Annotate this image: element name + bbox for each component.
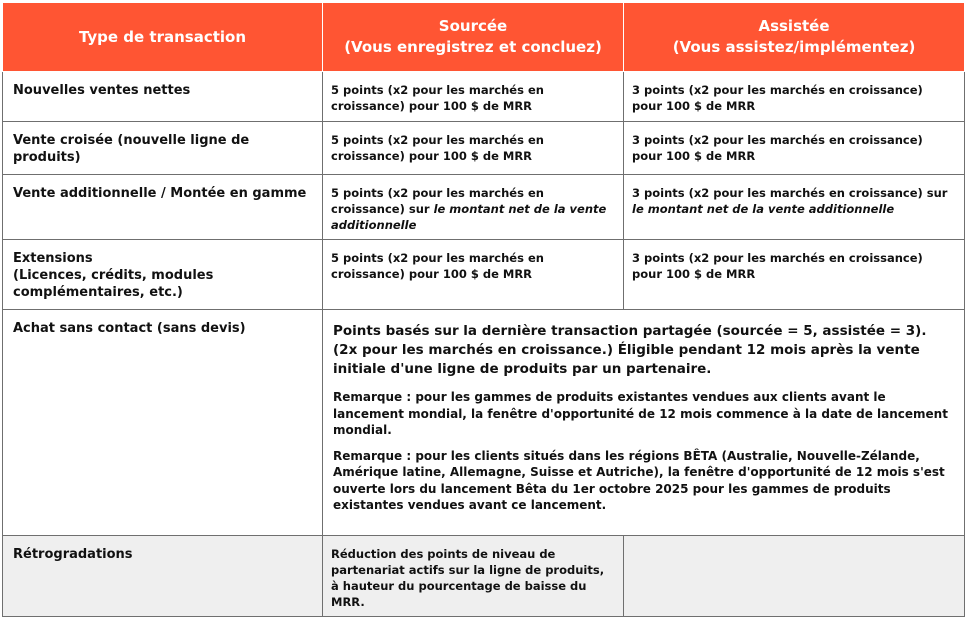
table-row xyxy=(3,310,965,536)
table-row xyxy=(3,72,965,122)
row-assisted-cell xyxy=(624,536,965,617)
sourced-italic: le montant net de la vente additionnelle xyxy=(331,202,607,232)
header-transaction-type: Type de transaction xyxy=(3,3,323,72)
row-type-cell xyxy=(3,240,323,310)
row-assisted-cell: 3 points (x2 pour les marchés en croissance) pour 100 $ de MRR xyxy=(624,122,965,175)
points-table xyxy=(2,2,965,617)
row-type-cell: Nouvelles ventes nettes xyxy=(3,72,323,122)
touchless-note-2: Remarque : pour les clients situés dans les régions BÊTA (Australie, Nouvelle-Zélande, Amérique latine, Allemagne, Suisse et Autriche), la fenêtre d'opportunité de 12 mois s'est ouverte lors du lancement Bêta du 1er octobre 2025 pour les gammes de produits existantes vendues avant ce lancement. xyxy=(333,448,945,512)
table-row xyxy=(3,175,965,240)
header-sourced-subtitle: (Vous enregistrez et concluez) xyxy=(344,38,602,56)
touchless-note-1: Remarque : pour les gammes de produits existantes vendues aux clients avant le lancement mondial, la fenêtre d'opportunité de 12 mois commence à la date de lancement mondial. xyxy=(333,390,948,437)
table-row xyxy=(3,122,965,175)
row-sourced-cell: 5 points (x2 pour les marchés en croissance) pour 100 $ de MRR xyxy=(323,240,624,310)
header-assisted xyxy=(624,3,965,72)
row-sourced-cell: 5 points (x2 pour les marchés en croissance) pour 100 $ de MRR xyxy=(323,72,624,122)
header-sourced-title: Sourcée xyxy=(438,17,508,35)
assisted-italic: le montant net de la vente additionnelle xyxy=(632,202,895,216)
header-row xyxy=(3,3,965,72)
touchless-main-text: Points basés sur la dernière transaction partagée (sourcée = 5, assistée = 3). (2x pour les marchés en croissance.) Éligible pendant 12 mois après la vente initiale d'une ligne de produits par un partenaire. xyxy=(333,323,927,377)
row-assisted-cell: 3 points (x2 pour les marchés en croissance) pour 100 $ de MRR xyxy=(624,240,965,310)
row-assisted-cell: 3 points (x2 pour les marchés en croissance) pour 100 $ de MRR xyxy=(624,72,965,122)
sourced-prefix: 5 points (x2 pour les marchés en croissance) sur xyxy=(331,186,544,216)
row-assisted-cell xyxy=(624,175,965,240)
table-row xyxy=(3,240,965,310)
row-merged-cell xyxy=(323,310,965,536)
row-sourced-cell xyxy=(323,175,624,240)
header-assisted-title: Assistée xyxy=(758,17,830,35)
assisted-prefix: 3 points (x2 pour les marchés en croissance) sur xyxy=(632,186,948,200)
row-type-cell: Achat sans contact (sans devis) xyxy=(3,310,323,536)
row-type-cell: Vente additionnelle / Montée en gamme xyxy=(3,175,323,240)
header-sourced xyxy=(323,3,624,72)
row-type-subtitle: (Licences, crédits, modules complémentaires, etc.) xyxy=(13,268,214,300)
table-row xyxy=(3,536,965,617)
row-type-cell: Rétrogradations xyxy=(3,536,323,617)
header-assisted-subtitle: (Vous assistez/implémentez) xyxy=(672,38,916,56)
row-sourced-cell: Réduction des points de niveau de partenariat actifs sur la ligne de produits, à hauteur du pourcentage de baisse du MRR. xyxy=(323,536,624,617)
row-type-title: Extensions xyxy=(13,251,93,266)
row-sourced-cell: 5 points (x2 pour les marchés en croissance) pour 100 $ de MRR xyxy=(323,122,624,175)
row-type-cell: Vente croisée (nouvelle ligne de produits) xyxy=(3,122,323,175)
